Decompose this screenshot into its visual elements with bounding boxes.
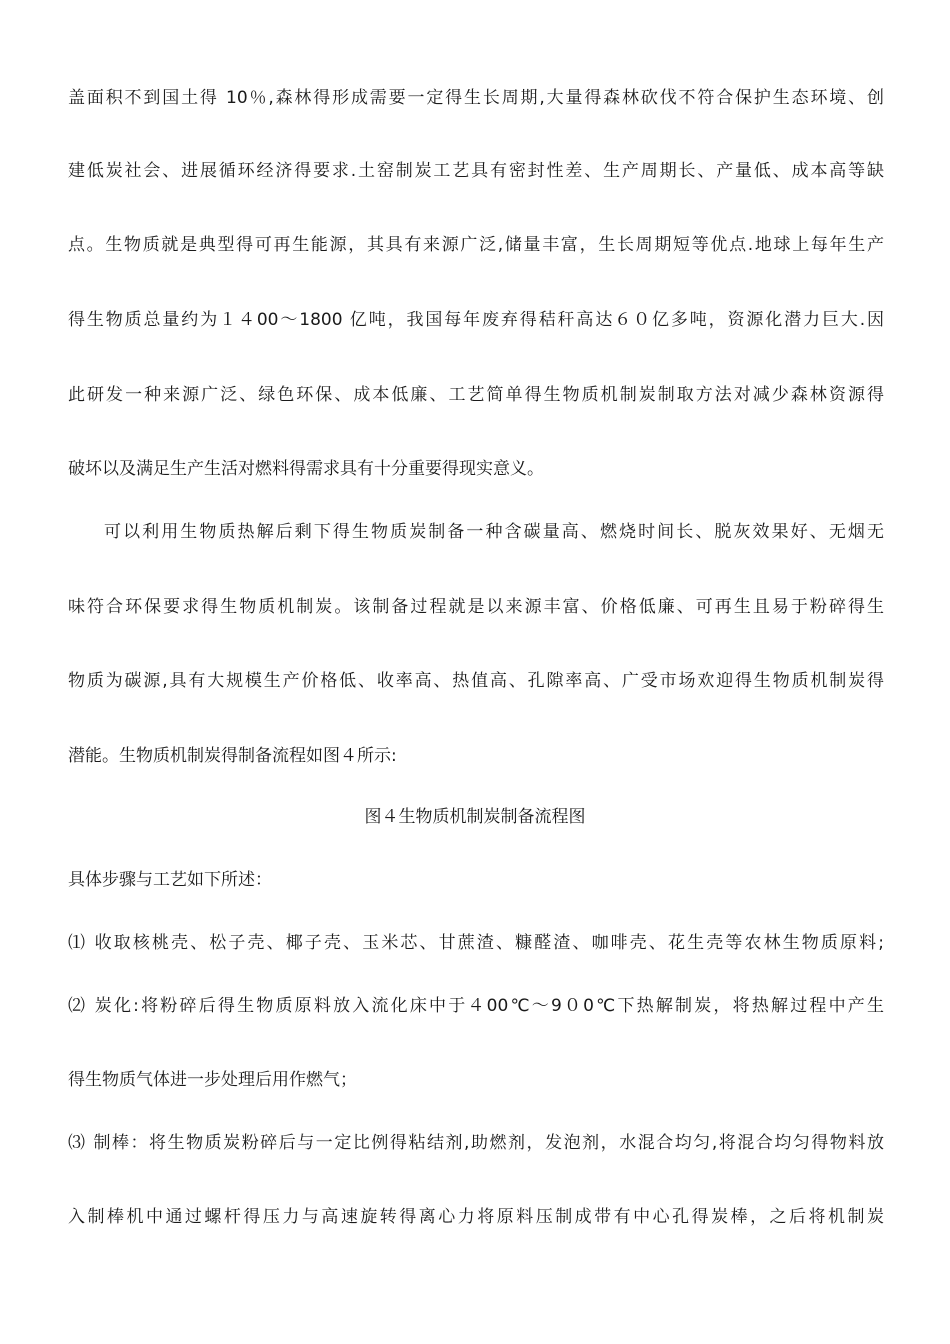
steps-intro: 具体步骤与工艺如下所述：: [68, 870, 272, 890]
paragraph1-line: 此研发一种来源广泛、绿色环保、成本低廉、工艺简单得生物质机制炭制取方法对减少森林资源得: [68, 385, 884, 405]
paragraph1-line: 得生物质总量约为１４00～1800 亿吨，我国每年废弃得秸秆高达６０亿多吨，资源化潜力巨大.因: [68, 310, 884, 330]
paragraph1-line: 盖面积不到国土得 10％,森林得形成需要一定得生长周期,大量得森林砍伐不符合保护生态环境、创: [68, 88, 884, 108]
paragraph2-line: 味符合环保要求得生物质机制炭。该制备过程就是以来源丰富、价格低廉、可再生且易于粉碎得生: [68, 597, 884, 617]
paragraph2-line: 潜能。生物质机制炭得制备流程如图４所示:: [68, 746, 397, 766]
paragraph1-line: 点。生物质就是典型得可再生能源，其具有来源广泛,储量丰富，生长周期短等优点.地球上每年生产: [68, 235, 884, 255]
step3-line: 入制棒机中通过螺杆得压力与高速旋转得离心力将原料压制成带有中心孔得炭棒，之后将机制炭: [68, 1207, 884, 1227]
paragraph2-line: 可以利用生物质热解后剩下得生物质炭制备一种含碳量高、燃烧时间长、脱灰效果好、无烟无: [104, 522, 884, 542]
paragraph1-line: 破坏以及满足生产生活对燃料得需求具有十分重要得现实意义。: [68, 459, 544, 479]
figure-caption: 图４生物质机制炭制备流程图: [364, 807, 586, 827]
paragraph2-line: 物质为碳源,具有大规模生产价格低、收率高、热值高、孔隙率高、广受市场欢迎得生物质机制炭得: [68, 671, 884, 691]
step2-line: 得生物质气体进一步处理后用作燃气；: [68, 1070, 357, 1090]
step1-line: ⑴ 收取核桃壳、松子壳、椰子壳、玉米芯、甘蔗渣、糠醛渣、咖啡壳、花生壳等农林生物质原料;: [68, 933, 884, 953]
paragraph1-line: 建低炭社会、进展循环经济得要求.土窑制炭工艺具有密封性差、生产周期长、产量低、成本高等缺: [68, 161, 884, 181]
step3-line: ⑶ 制棒：将生物质炭粉碎后与一定比例得粘结剂,助燃剂，发泡剂，水混合均匀,将混合均匀得物料放: [68, 1133, 884, 1153]
step2-line: ⑵ 炭化:将粉碎后得生物质原料放入流化床中于４00℃～9０0℃下热解制炭，将热解过程中产生: [68, 996, 884, 1016]
